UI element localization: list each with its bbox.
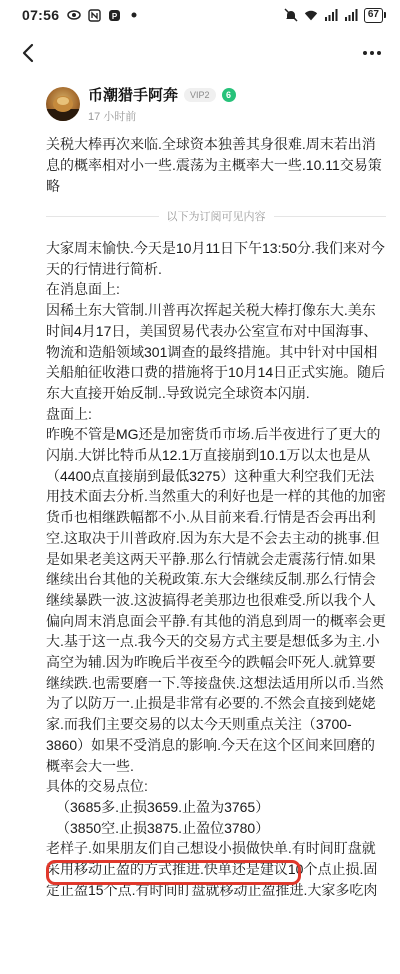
nav-bar xyxy=(0,30,400,76)
closing-paragraph: 老样子.如果朋友们自己想设小损做快单.有时间盯盘就采用移动止盈的方式推进.快单还是建议10个点止损.固定止盈15个点.有时间盯盘就移动止盈推进.大家多吃肉 xyxy=(46,840,378,898)
app-notification-icon xyxy=(107,8,121,22)
level-badge: 6 xyxy=(222,88,236,102)
wifi-icon xyxy=(304,8,318,22)
nfc-icon xyxy=(87,8,101,22)
paragraph: 具体的交易点位: xyxy=(46,778,148,795)
status-left-icons xyxy=(67,8,141,22)
signal-icon-2 xyxy=(344,8,358,22)
author-info xyxy=(88,84,236,124)
paragraph: 因稀土东大管制.川普再次挥起关税大棒打像东大.美东时间4月17日，美国贸易代表办公室宣布对中国海事、物流和造船领域301调查的最终措施。其中针对中国相关船舶征收港口费的措施将于10月14日正式实施。随后东大直接开始反制..导致说完全球资本闪崩. xyxy=(46,302,386,401)
paragraph: 昨晚不管是MG还是加密货币市场.后半夜进行了更大的闪崩.大饼比特币从12.1万直接崩到10.1万以太也是从（4400点直接崩到最低3275）这种重大利空我们无法用技术面去分析.当然重大的利好也是一样的其他的加密货币也相继跌幅都不小.从目前来看.行情是否会再出利空.这取决于川普政府.因为东大是不会去主动的挑事.但是如果老美这两天平静.那么行情就会走震荡行情.如果继续出台其他的关税政策.东大会继续反制.那么行情会继续暴跌一波.这波搞得老美那边也很难受.所以我个人偏向周末消息面会平静.有其他的消息到周一的概率会更大.基于这一点.我今天的交易方式主要是想低多为主.小高空为辅.因为昨晚后半夜至今的跌幅会吓死人.就算要继续跌.也需要磨一下.等接盘侠.这想法适用所以币.当然为了以防万一.止损是非常有必要的.不然会直接到姥姥家.而我们主要交易的以太今天则重点关注（3700-3860）如果不受消息的影响.今天在这个区间来回磨的概率会大一些. xyxy=(46,426,386,774)
battery-level: 67 xyxy=(364,8,383,23)
paragraph: 大家周末愉快.今天是10月11日下午13:50分.我们来对今天的行情进行简析. xyxy=(46,240,385,277)
paragraph: 盘面上: xyxy=(46,405,92,422)
vip-badge: VIP2 xyxy=(184,88,216,102)
paragraph: 在消息面上: xyxy=(46,281,120,298)
dot-icon xyxy=(127,8,141,22)
post-time: 17 小时前 xyxy=(88,111,137,123)
post-content xyxy=(46,238,388,901)
mute-icon xyxy=(284,8,298,22)
signal-icon-1 xyxy=(324,8,338,22)
eye-icon xyxy=(67,8,81,22)
author-header xyxy=(46,84,236,124)
more-button[interactable] xyxy=(358,39,386,67)
status-time: 07:56 xyxy=(22,7,60,23)
subscriber-divider-text: 以下为订阅可见内容 xyxy=(166,211,266,223)
chevron-left-icon xyxy=(21,43,35,63)
author-row xyxy=(88,84,236,105)
subscriber-divider xyxy=(46,208,386,224)
trade-point-short: （3850空.止损3875.止盈位3780） xyxy=(56,819,270,836)
post-summary: 关税大棒再次来临.全球资本独善其身很难.周末若出消息的概率相对小一些.震荡为主概率大一些.10.11交易策略 xyxy=(46,136,382,194)
more-dots-icon xyxy=(362,50,382,56)
battery-icon xyxy=(364,8,386,23)
avatar[interactable] xyxy=(46,87,80,121)
trade-point-long: （3685多.止损3659.止盈为3765） xyxy=(56,798,270,815)
back-button[interactable] xyxy=(14,39,42,67)
status-bar xyxy=(0,0,400,30)
author-name[interactable]: 币潮猎手阿奔 xyxy=(88,87,179,104)
svg-text:P: P xyxy=(111,11,117,21)
status-right-icons xyxy=(284,8,386,23)
